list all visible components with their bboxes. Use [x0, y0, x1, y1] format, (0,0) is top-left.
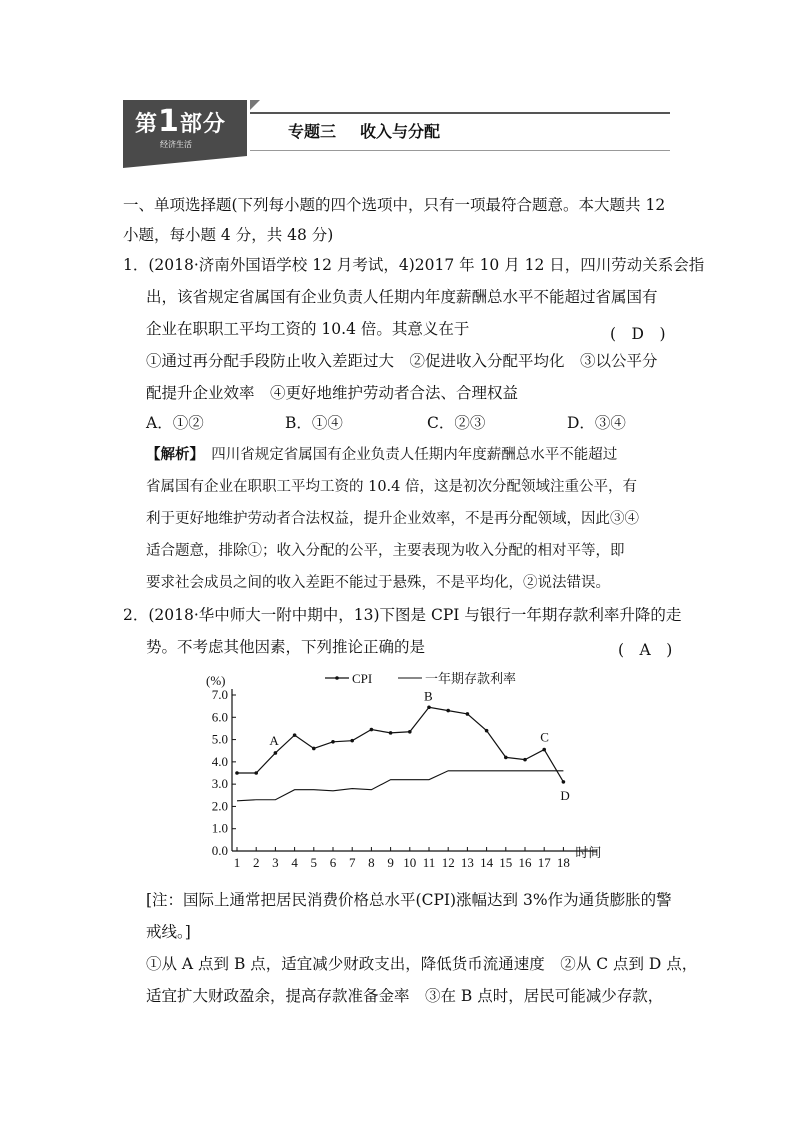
part-subtitle: 经济生活: [160, 140, 192, 149]
y-tick-label: 0.0: [211, 843, 228, 858]
x-tick-label: 2: [252, 855, 260, 868]
x-tick-label: 4: [291, 855, 298, 868]
series-line-deposit-rate: [237, 771, 563, 801]
cpi-point: [562, 780, 566, 784]
cpi-point: [504, 756, 508, 760]
legend-cpi-label: CPI: [352, 671, 373, 686]
y-tick-label: 2.0: [211, 798, 228, 814]
q1-choice-a: A．①②: [146, 414, 204, 432]
cpi-point: [466, 712, 470, 716]
x-tick-label: 16: [518, 855, 532, 868]
y-tick-label: 3.0: [211, 776, 228, 792]
section-instruction-line2: 小题，每小题 4 分，共 48 分): [123, 226, 334, 244]
cpi-point: [408, 730, 412, 734]
q2-answer: ( A ): [618, 641, 673, 659]
cpi-point: [389, 731, 393, 735]
x-tick-label: 13: [460, 855, 474, 868]
point-label-a: A: [269, 732, 279, 748]
x-tick-label: 10: [403, 855, 417, 868]
q2-statement-line1: ①从 A 点到 B 点，适宜减少财政支出，降低货币流通速度 ②从 C 点到 D 点，: [146, 955, 698, 973]
section-instruction-line1: 一、单项选择题(下列每小题的四个选项中，只有一项最符合题意。本大题共 12: [123, 196, 666, 214]
explanation-label: 【解析】: [146, 447, 197, 463]
x-axis-label: 时间: [575, 845, 602, 860]
cpi-point: [350, 739, 354, 743]
legend-cpi-marker: [335, 676, 339, 680]
x-tick-label: 9: [387, 855, 394, 868]
cpi-point: [523, 758, 527, 762]
topic-heading: [288, 119, 464, 142]
q1-options-line2: 配提升企业效率 ④更好地维护劳动者合法、合理权益: [146, 384, 519, 402]
cpi-point: [235, 771, 239, 775]
header-rule-top: [250, 112, 670, 114]
q1-answer: ( D ): [610, 325, 666, 343]
q2-stem-line1: 2．(2018·华中师大一附中期中，13)下图是 CPI 与银行一年期存款利率升降的走: [123, 606, 682, 624]
q1-options-line1: ①通过再分配手段防止收入差距过大 ②促进收入分配平均化 ③以公平分: [146, 352, 658, 370]
part-number: 1: [158, 104, 180, 139]
point-label-d: D: [560, 787, 570, 803]
q1-choice-b: B．①④: [285, 414, 343, 432]
x-tick-label: 14: [480, 855, 494, 868]
cpi-point: [331, 740, 335, 744]
topic-number: 专题三: [288, 122, 337, 141]
chart-svg: [195, 668, 625, 868]
x-tick-label: 12: [441, 855, 455, 868]
q1-explanation-line4: 适合题意，排除①；收入分配的公平，主要表现为收入分配的相对平等，即: [146, 543, 625, 559]
q1-stem-line3: 企业在职职工平均工资的 10.4 倍。其意义在于: [146, 320, 470, 338]
y-tick-label: 7.0: [211, 687, 228, 702]
topic-title: 收入与分配: [360, 122, 441, 141]
cpi-point: [427, 705, 431, 709]
cpi-point: [370, 728, 374, 732]
cpi-point: [312, 747, 316, 751]
explanation-text-1: 四川省规定省属国有企业负责人任期内年度薪酬总水平不能超过: [196, 447, 618, 463]
q2-note-line1: [注：国际上通常把居民消费价格总水平(CPI)涨幅达到 3%作为通货膨胀的警: [146, 891, 672, 909]
point-label-b: B: [424, 688, 433, 704]
y-axis-label: (%): [206, 673, 226, 688]
cpi-point: [274, 751, 278, 755]
cpi-interest-chart: [195, 668, 625, 868]
cpi-point: [485, 729, 489, 733]
cpi-point: [446, 709, 450, 713]
q2-stem-line2: 势。不考虑其他因素，下列推论正确的是: [146, 638, 426, 656]
x-tick-label: 8: [368, 855, 375, 868]
q1-explanation-line1: [146, 448, 617, 463]
q1-stem-line1: 1．(2018·济南外国语学校 12 月考试，4)2017 年 10 月 12 日，四川劳动关系会指: [123, 256, 705, 274]
q2-note-line2: 戒线。]: [146, 923, 191, 941]
cpi-point: [542, 748, 546, 752]
cpi-point: [254, 771, 258, 775]
q1-explanation-line2: 省属国有企业在职职工平均工资的 10.4 倍，这是初次分配领域注重公平，有: [146, 479, 638, 495]
x-tick-label: 1: [233, 855, 241, 868]
header-rule-bottom: [250, 150, 670, 151]
legend-rate-label: 一年期存款利率: [425, 671, 517, 686]
q2-statement-line2: 适宜扩大财政盈余，提高存款准备金率 ③在 B 点时，居民可能减少存款，: [146, 987, 664, 1005]
y-tick-label: 5.0: [211, 731, 228, 747]
y-tick-label: 4.0: [211, 753, 228, 769]
part-label: [135, 104, 226, 139]
q1-explanation-line5: 要求社会成员之间的收入差距不能过于悬殊，不是平均化，②说法错误。: [146, 575, 610, 591]
q1-stem-line2: 出，该省规定省属国有企业负责人任期内年度薪酬总水平不能超过省属国有: [146, 288, 658, 306]
part-suffix: 部分: [179, 112, 226, 137]
x-tick-label: 11: [422, 855, 436, 868]
x-tick-label: 6: [329, 855, 337, 868]
cpi-point: [293, 733, 297, 737]
x-tick-label: 17: [537, 855, 551, 868]
x-tick-label: 18: [556, 855, 570, 868]
q1-choice-c: C．②③: [427, 414, 486, 432]
x-tick-label: 3: [272, 855, 279, 868]
x-tick-label: 5: [310, 855, 318, 868]
x-tick-label: 15: [499, 855, 513, 868]
point-label-c: C: [540, 729, 549, 745]
y-tick-label: 6.0: [211, 709, 228, 725]
y-tick-label: 1.0: [211, 820, 228, 836]
header-notch: [250, 100, 260, 110]
q1-explanation-line3: 利于更好地维护劳动者合法权益，提升企业效率，不是再分配领域，因此③④: [146, 511, 639, 527]
q1-choice-d: D．③④: [567, 414, 626, 432]
x-tick-label: 7: [348, 855, 356, 868]
part-prefix: 第: [135, 112, 159, 137]
